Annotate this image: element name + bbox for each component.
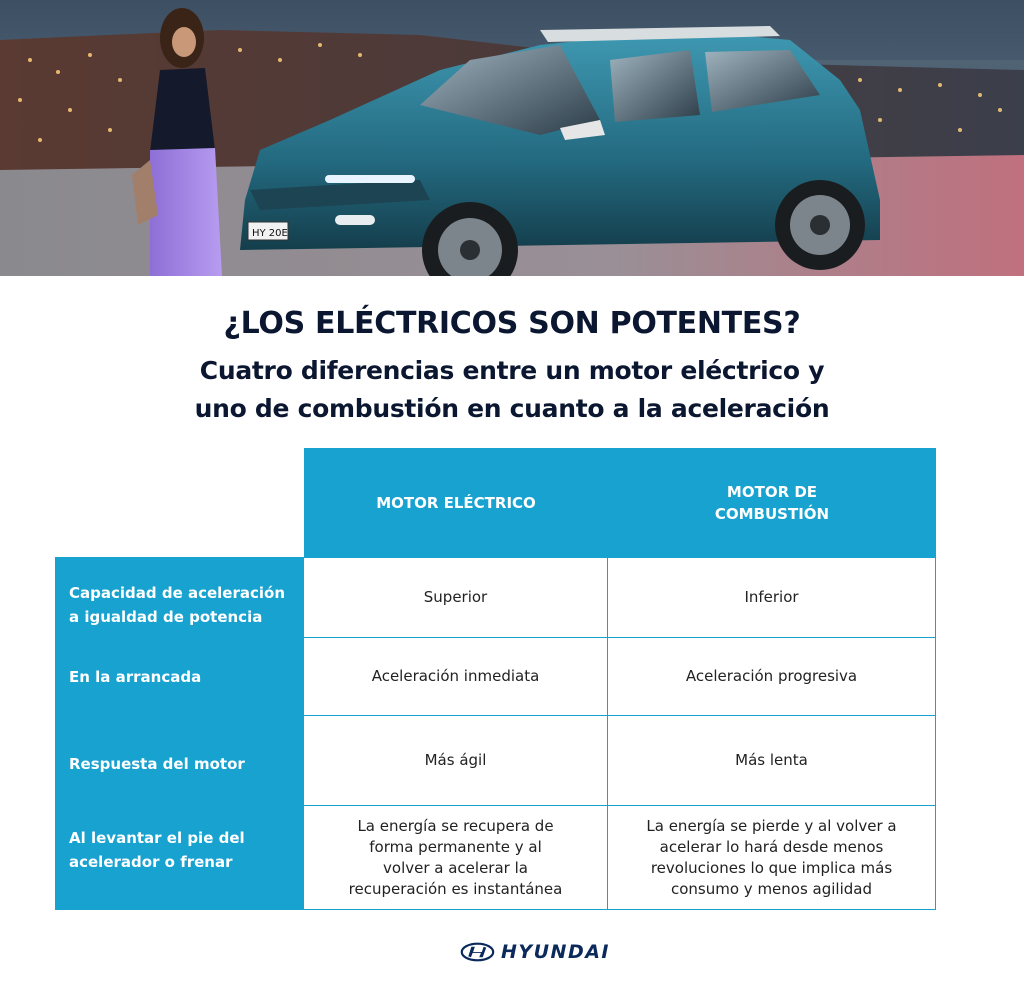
- page-title: ¿LOS ELÉCTRICOS SON POTENTES?: [223, 306, 801, 341]
- table-cell-combustion: La energía se pierde y al volver a acelerar lo hará desde menos revoluciones lo que implica más consumo y menos agilidad: [646, 817, 897, 898]
- table-cell-combustion: Inferior: [744, 588, 799, 606]
- row-headers: [55, 557, 304, 910]
- table-cell-electric: Aceleración inmediata: [371, 667, 540, 685]
- table-cell-combustion: Aceleración progresiva: [685, 667, 858, 685]
- column-header-combustion: [608, 448, 936, 558]
- logo-wordmark: HYUNDAI: [500, 941, 610, 963]
- row-header: En la arrancada: [69, 668, 202, 686]
- table-cell-electric: Superior: [423, 588, 488, 606]
- page-subtitle: Cuatro diferencias entre un motor eléctrico y uno de combustión en cuanto a la aceleración: [194, 356, 830, 423]
- column-header-combustion-label: MOTOR DE COMBUSTIÓN: [714, 483, 830, 523]
- license-plate: HY 20E: [252, 228, 288, 239]
- hyundai-emblem-icon: [460, 941, 495, 963]
- hero-image: [0, 0, 1024, 276]
- hyundai-logo: [460, 938, 610, 966]
- table-cell-electric: Más ágil: [424, 751, 487, 769]
- row-header: Al levantar el pie del acelerador o frenar: [69, 829, 245, 871]
- row-header: Respuesta del motor: [69, 755, 245, 773]
- comparison-table: [304, 557, 936, 910]
- table-cell-electric: La energía se recupera de forma permanente y al volver a acelerar la recuperación es instantánea: [348, 817, 563, 898]
- row-header: Capacidad de aceleración a igualdad de potencia: [69, 584, 286, 626]
- column-header-electric: MOTOR ELÉCTRICO: [304, 448, 608, 558]
- table-cell-combustion: Más lenta: [735, 751, 808, 769]
